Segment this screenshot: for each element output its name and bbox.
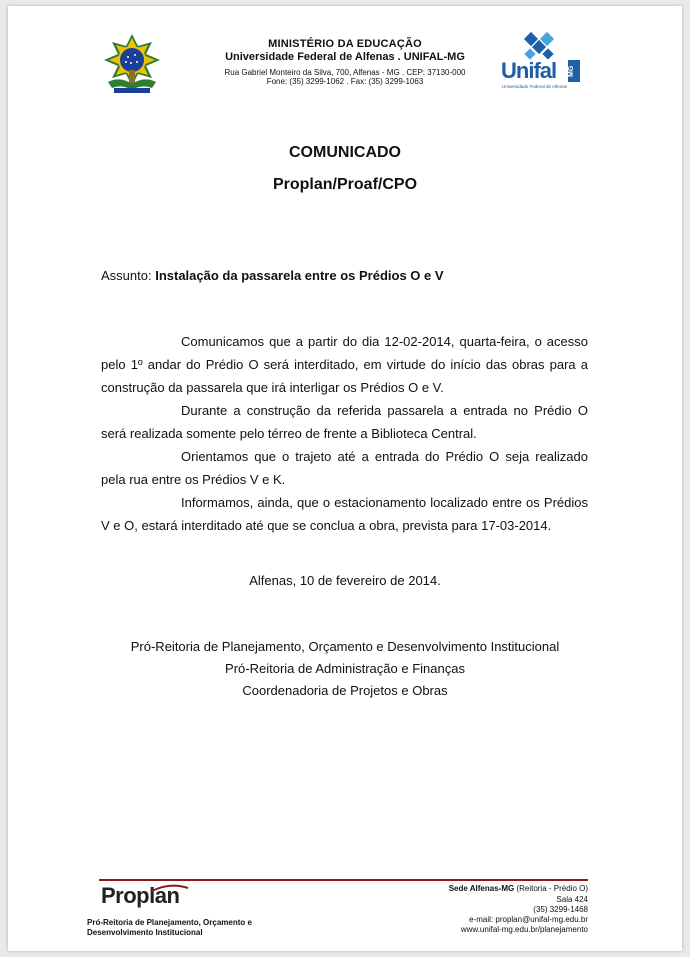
subject-line (101, 268, 444, 283)
subject-text: Instalação da passarela entre os Prédios O e V (155, 268, 444, 283)
footer-phone: (35) 3299-1468 (533, 905, 588, 914)
unifal-logo-suffix: MG (568, 60, 580, 82)
footer-room: Sala 424 (556, 895, 588, 904)
footer-seat (449, 884, 588, 893)
paragraph-3: Orientamos que o trajeto até a entrada do Prédio O seja realizado pela rua entre os Prédios V e K. (101, 449, 588, 487)
header-address: Rua Gabriel Monteiro da Silva, 700, Alfenas - MG . CEP: 37130-000 (224, 68, 466, 77)
footer-rule (99, 879, 588, 881)
header-ministry: MINISTÉRIO DA EDUCAÇÃO (268, 38, 422, 50)
signature-line-3: Coordenadoria de Projetos e Obras (242, 683, 448, 698)
proplan-arc-icon (150, 882, 190, 892)
header-phone: Fone: (35) 3299-1062 . Fax: (35) 3299-1063 (266, 77, 424, 86)
paragraph-4: Informamos, ainda, que o estacionamento localizado entre os Prédios V e O, estará interditado até que se conclua a obra, prevista para 17-03-2014. (101, 495, 588, 533)
signature-line-2: Pró-Reitoria de Administração e Finanças (225, 661, 465, 676)
header-university: Universidade Federal de Alfenas . UNIFAL-MG (225, 51, 465, 63)
paragraph-1: Comunicamos que a partir do dia 12-02-2014, quarta-feira, o acesso pelo 1º andar do Prédio O será interditado, em virtude do início das obras para a construção da passarela que irá interligar os Prédios O e V. (101, 334, 588, 395)
footer-seat-rest: (Reitoria - Prédio O) (514, 884, 588, 893)
proplan-logo: Proplan (101, 883, 180, 908)
unifal-logo (498, 30, 586, 96)
unifal-logo-text: Unifal (501, 58, 557, 83)
paragraph-2: Durante a construção da referida passarela a entrada no Prédio O será realizada somente pelo térreo de frente a Biblioteca Central. (101, 403, 588, 441)
document-subtitle: Proplan/Proaf/CPO (272, 176, 418, 193)
document-date: Alfenas, 10 de fevereiro de 2014. (249, 573, 441, 588)
proplan-subtitle-1: Pró-Reitoria de Planejamento, Orçamento e (87, 918, 252, 927)
footer-email[interactable]: e-mail: proplan@unifal-mg.edu.br (469, 915, 588, 924)
subject-label: Assunto: (101, 268, 152, 283)
footer-website[interactable]: www.unifal-mg.edu.br/planejamento (460, 925, 588, 934)
footer-seat-bold: Sede Alfenas-MG (448, 884, 515, 893)
proplan-subtitle-2: Desenvolvimento Institucional (87, 928, 203, 937)
signature-line-1: Pró-Reitoria de Planejamento, Orçamento e Desenvolvimento Institucional (130, 639, 560, 654)
unifal-logo-caption: Universidade Federal de Alfenas (502, 84, 568, 89)
document-title: COMUNICADO (289, 144, 401, 161)
body-text (101, 330, 588, 537)
